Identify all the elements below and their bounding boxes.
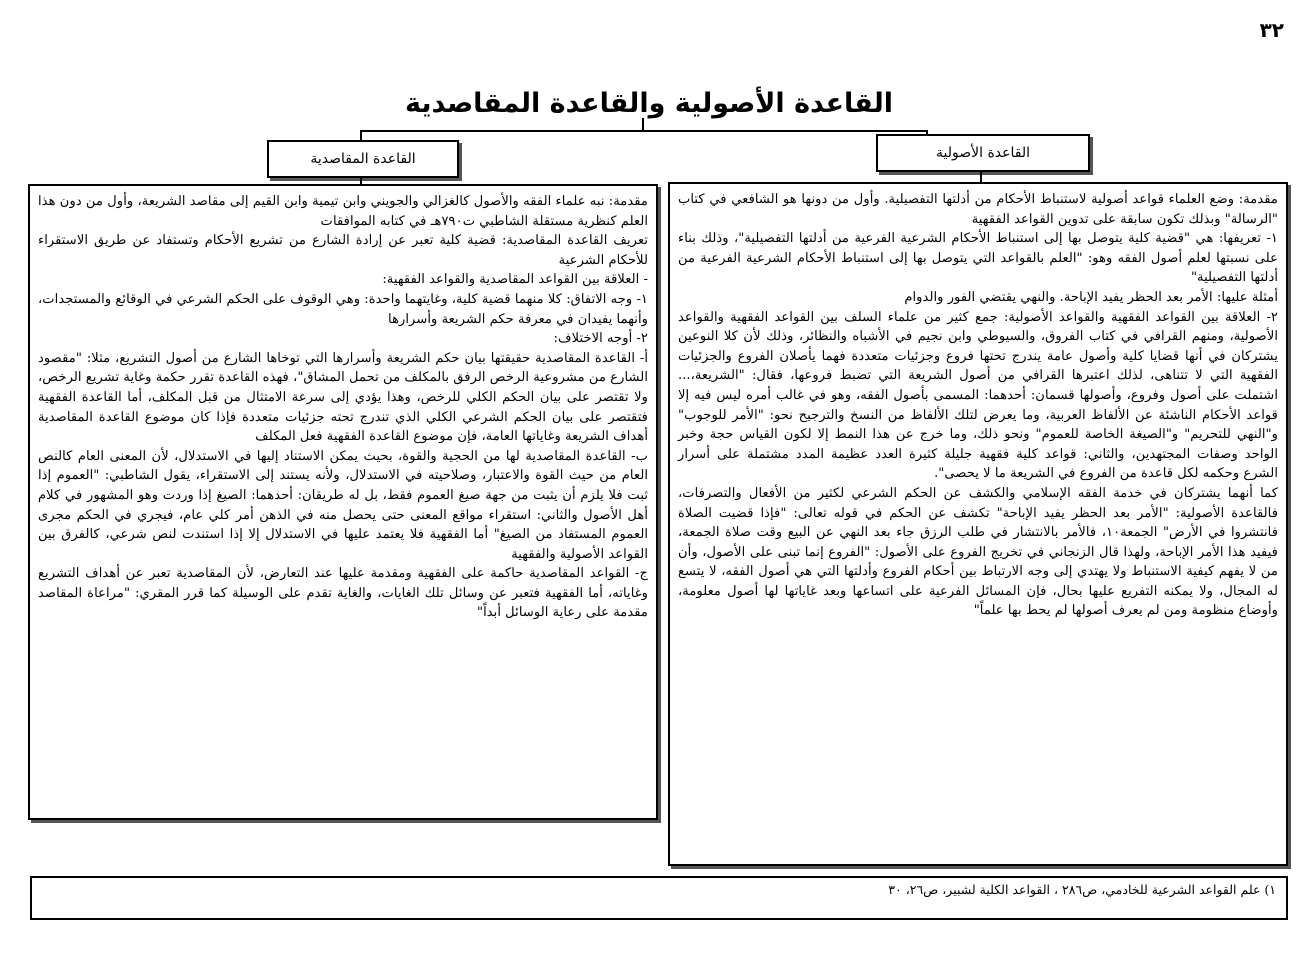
left-branch-connector [360,130,362,140]
maqasidi-intro: مقدمة: نبه علماء الفقه والأصول كالغزالي والجويني وابن تيمية وابن القيم إلى مقاصد الشريعة، وأول من دون هذا العلم كنظرية مستقلة الشاطبي ت٧٩٠هـ في كتابه الموافقات [38,194,648,229]
title-connector [642,118,644,130]
maqasidi-definition: تعريف القاعدة المقاصدية: قضية كلية تعبر عن إرادة الشارع من تشريع الأحكام وتستفاد عن طريق الاستقراء للأحكام الشرعية [38,233,648,268]
usuli-shared-service: كما أنهما يشتركان في خدمة الفقه الإسلامي والكشف عن الحكم الشرعي لكثير من الأفعال والتصرفات، فالقاعدة الأصولية: "الأمر بعد الحظر يفيد الإباحة" تكشف عن الحكم في قوله تعالى: "فإذا قضيت الصلاة فانتشروا في الأرض" الجمعة١٠، فالأمر بالانتشار في طلب الرزق جاء بعد النهي عن البيع وقت صلاة الجمعة، فيفيد هذا الأمر الإباحة، ولهذا قال الزنجاني في تخريج الفروع على الأصول: "الفروع إنما تبنى على الأصول، وأن من لا يفهم كيفية الاستنباط ولا يهتدي إلى وجه الارتباط بين أحكام الفروع وأدلتها التي هي أصول الفقه، لا يتسع له المجال، ولا يمكنه التفريع عليها بحال، فإن المسائل الفرعية على اتساعها وبعد غاياتها لها أصول معلومة، وأوضاع منظومة ومن لم يعرف أصولها لم يحط بها علماً" [678,485,1278,619]
usuli-examples: أمثلة عليها: الأمر بعد الحظر يفيد الإباحة. والنهي يقتضي الفور والدوام [904,289,1278,305]
left-column-connector [360,176,362,184]
maqasidi-relationship-heading: - العلاقة بين القواعد المقاصدية والقواعد الفقهية: [382,272,648,288]
usuli-definition: ١- تعريفها: هي "قضية كلية يتوصل بها إلى استنباط الأحكام الشرعية الفرعية من أدلتها التفصيلية"، وذلك بناء على نسبتها لعلم أصول الفقه وهو: "العلم بالقواعد التي يتوصل بها إلى استنباط الأحكام الشرعية الفرعية من أدلتها التفصيلية" [678,231,1278,286]
maqasidi-rule-heading: القاعدة المقاصدية [267,140,459,178]
usuli-rule-heading: القاعدة الأصولية [876,134,1090,172]
usuli-rule-column [668,182,1288,866]
maqasidi-difference-a: أ- القاعدة المقاصدية حقيقتها بيان حكم الشريعة وأسرارها التي توخاها الشارع من أصول التشريع، مثلا: "مقصود الشارع من مشروعية الرخص الرفق بالمكلف من تحمل المشاق"، فهذه القاعدة تقرر حكمة وغاية تشريع الرخص، ولا تقتصر على بيان الحكم الكلي للرخص، وهذا يؤدي إلى سرعة الامتثال من قبل المكلف، أما القاعدة الفقهية فتقتصر على بيان الحكم الشرعي الكلي الذي تندرج تحته جزئيات متعددة فإذا كان موضوع القاعدة المقاصدية أهداف الشريعة وغاياتها العامة، فإن موضوع القاعدة الفقهية فعل المكلف [38,350,648,445]
right-column-connector [980,170,982,182]
maqasidi-difference-c: ج- القواعد المقاصدية حاكمة على الفقهية ومقدمة عليها عند التعارض، لأن المقاصدية تعبر عن أهداف التشريع وغاياته، أما الفقهية فتعبر عن وسائل تلك الغايات، والغاية تقدم على الوسيلة كما قرر المقري: "مراعاة المقاصد مقدمة على رعاية الوسائل أبداً" [38,566,648,621]
maqasidi-rule-column [28,184,658,820]
usuli-intro: مقدمة: وضع العلماء قواعد أصولية لاستنباط الأحكام من أدلتها التفصيلية. وأول من دونها هو الشافعي في كتاب "الرسالة" وبذلك تكون سابقة على تدوين القواعد الفقهية [678,192,1278,227]
usuli-relationship: ٢- العلاقة بين القواعد الفقهية والقواعد الأصولية: جمع كثير من علماء السلف بين القواعد الفقهية والقواعد الأصولية، ومنهم القرافي في كتاب الفروق، والسيوطي وابن نجيم في الأشباه والنظائر، وذلك لأن كلا النوعين يشتركان في أنها قضايا كلية وأصول عامة يندرج تحتها فروع وجزئيات متعددة فهما يأصلان الفروع والجزئيات الفقهية التي لا تتناهى، لذلك اعتبرها القرافي من أصول الشريعة التي تضبط فروعها، فقال: "الشريعة،... اشتملت على أصول وفروع، وأصولها قسمان: أحدهما: المسمى بأصول الفقه، وهو في غالب أمره ليس فيه إلا قواعد الأحكام الناشئة عن الألفاظ العربية، وما يعرض لتلك الألفاظ من النسخ والترجيح نحو: "الأمر للوجوب" و"النهي للتحريم" و"الصيغة الخاصة للعموم" ونحو ذلك، وما خرج عن هذا النمط إلا لكون القياس حجة وخبر الواحد وصفات المجتهدين، والثاني: قواعد كلية فقهية جليلة كثيرة العدد عظيمة المدد مشتملة على أسرار الشرع وحكمه لكل قاعدة من الفروع في الشريعة ما لا يحصى". [678,309,1278,482]
maqasidi-difference-b: ب- القاعدة المقاصدية لها من الحجية والقوة، بحيث يمكن الاستناد إليها في الاستدلال، لأن المعنى العام كالنص العام من حيث القوة والاعتبار، وصلاحيته في الاستدلال، ولأنه يستند إلى الاستقراء، يقول الشاطبي: "العموم إذا ثبت فلا يلزم أن يثبت من جهة صيغ العموم فقط، بل له طريقان: أحدهما: الصيغ إذا وردت وهو المشهور في كلام أهل الأصول والثاني: استقراء مواقع المعنى حتى يحصل منه في الذهن أمر كلي عام، فيجري في الحكم مجرى العموم المستفاد من الصيغ" أما الفقهية فلا يعتمد عليها في الاستدلال إلا إذا استندت لنص شرعي، كالفرق بين القواعد الأصولية والفقهية [38,448,648,562]
branch-connector-line [360,130,926,132]
footnote: ١) علم القواعد الشرعية للخادمي، ص٢٨٦ ، القواعد الكلية لشبير، ص٢٦، ٣٠ [30,876,1288,920]
page-number: ٣٢ [1259,18,1284,42]
maqasidi-differences-heading: ٢- أوجه الاختلاف: [553,331,648,347]
page-title: القاعدة الأصولية والقاعدة المقاصدية [404,88,894,119]
maqasidi-agreement: ١- وجه الاتفاق: كلا منهما قضية كلية، وغايتهما واحدة: وهي الوقوف على الحكم الشرعي في الوقائع والمستجدات، وأنهما يفيدان في معرفة حكم الشريعة وأسرارها [38,291,648,327]
